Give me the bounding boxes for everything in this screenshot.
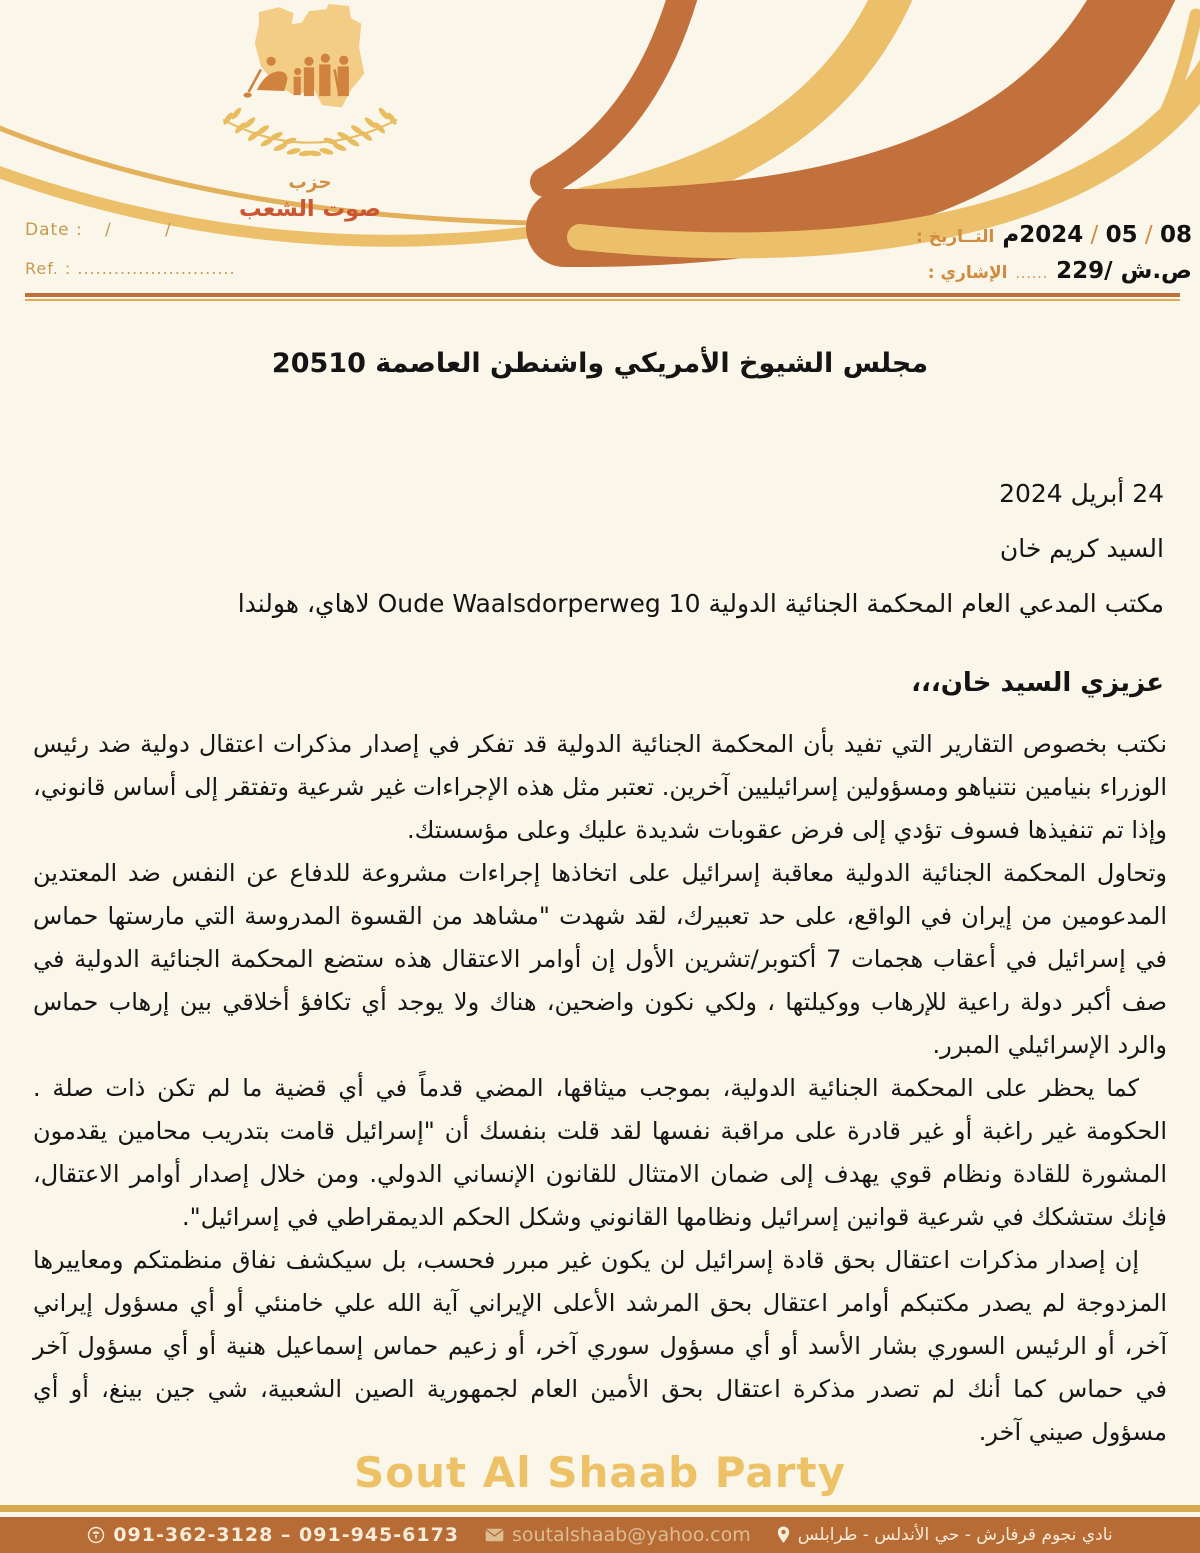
paragraph-3: كما يحظر على المحكمة الجنائية الدولية، بموجب ميثاقها، المضي قدماً في أي قضية ما لم تكن ذات صلة . الحكومة غير راغبة أو غير قادرة على مراقبة نفسها لقد قلت بنفسك أن "إسرائيل قامت بتدريب محامين يقدمون المشورة للقادة ونظام قوي يهدف إلى ضمان الامتثال للقانون الإنساني الدولي. ومن خلال إصدار أوامر الاعتقال، فإنك ستشكك في شرعية قوانين إسرائيل ونظامها القانوني وشكل الحكم الديمقراطي في إسرائيل". [33,1074,1167,1231]
date-field-en [25,220,172,240]
paragraph-2: وتحاول المحكمة الجنائية الدولية معاقبة إسرائيل على اتخاذها إجراءات مشروعة للدفاع عن النفس ضد المعتدين المدعومين من إيران في الواقع، على حد تعبيرك، لقد شهدت "مشاهد من القسوة المدروسة التي مارستها حماس في إسرائيل في أعقاب هجمات 7 أكتوبر/تشرين الأول إن أوامر الاعتقال هذه ستضع المحكمة الجنائية الدولية في صف أكبر دولة راعية للإرهاب ووكيلتها ، ولكي نكون واضحين، هناك ولا يوجد أي تكافؤ أخلاقي بين إرهاب حماس والرد الإسرائيلي المبرر. [33,859,1167,1059]
footer-bar [0,1517,1200,1553]
phone-numbers: 091-362-3128 – 091-945-6173 [113,1524,460,1546]
date-label-en: Date : [25,220,83,240]
date-value-ar: 08 / 05 / 2024م [1002,222,1192,248]
party-name-ar-line2: صوت الشعب [239,195,381,222]
email-address[interactable]: soutalshaab@yahoo.com [512,1524,751,1546]
location-pin-icon [777,1526,790,1544]
letter-body [33,723,1167,1454]
address-line: مكتب المدعي العام المحكمة الجنائية الدولية Oude Waalsdorperweg 10 لاهاي، هولندا [237,589,1164,618]
wheat-wreath [222,106,398,157]
footer-phone [87,1524,459,1546]
ref-label-ar: الإشاري : [927,263,1008,283]
phone-icon [87,1526,105,1544]
date-slash-1: / [105,220,112,240]
addressee: السيد كريم خان [999,534,1164,563]
footer-gold-line [0,1505,1200,1512]
header-swoosh-decoration [0,0,1200,300]
address-block [36,466,1164,631]
footer-email[interactable] [485,1524,751,1546]
header-divider [25,293,1180,301]
date-field-ar [916,222,1192,248]
envelope-icon [485,1528,504,1542]
salutation: عزيزي السيد خان،،، [911,668,1164,698]
date-slash-2: / [165,220,172,240]
ref-label-en: Ref. : [25,259,72,278]
address-text: نادي نجوم قرفارش - حي الأندلس - طرابلس [797,1525,1113,1545]
ref-value: ص.ش /229 [1056,258,1192,284]
recipient-title: مجلس الشيوخ الأمريكي واشنطن العاصمة 20510 [271,348,929,379]
ref-dots-en: .......................... [77,259,236,278]
letter-date: 24 أبريل 2024 [999,479,1164,508]
party-name-en: Sout Al Shaab Party [354,1448,846,1497]
party-name-ar-line1: حزب [288,172,332,194]
ref-field-ar [928,258,1192,284]
ref-dots-ar: ...... [1015,266,1049,282]
date-label-ar: التــاريخ : [916,227,995,247]
paragraph-1: نكتب بخصوص التقارير التي تفيد بأن المحكمة الجنائية الدولية قد تفكر في إصدار مذكرات اعتقال دولية ضد رئيس الوزراء بنيامين نتنياهو ومسؤولين إسرائيليين آخرين. تعتبر مثل هذه الإجراءات غير شرعية وتفتقر إلى أساس قانوني، وإذا تم تنفيذها فسوف تؤدي إلى فرض عقوبات شديدة عليك وعلى مؤسستك. [33,730,1167,844]
paragraph-4: إن إصدار مذكرات اعتقال بحق قادة إسرائيل لن يكون غير مبرر فحسب، بل سيكشف نفاق منظمتكم ومعاييرها المزدوجة لم يصدر مكتبكم أوامر اعتقال بحق المرشد الأعلى الإيراني آية الله علي خامنئي أو أي مسؤول إيراني آخر، أو الرئيس السوري بشار الأسد أو أي مسؤول سوري آخر، أو زعيم حماس إسماعيل هنية أو أي مسؤول آخر في حماس كما أنك لم تصدر مذكرة اعتقال بحق الأمين العام لجمهورية الصين الشعبية، شي جين بينغ، أو أي مسؤول صيني آخر. [33,1246,1167,1446]
party-logo [205,4,415,224]
footer-address [777,1525,1113,1545]
ref-field-en [25,259,236,278]
